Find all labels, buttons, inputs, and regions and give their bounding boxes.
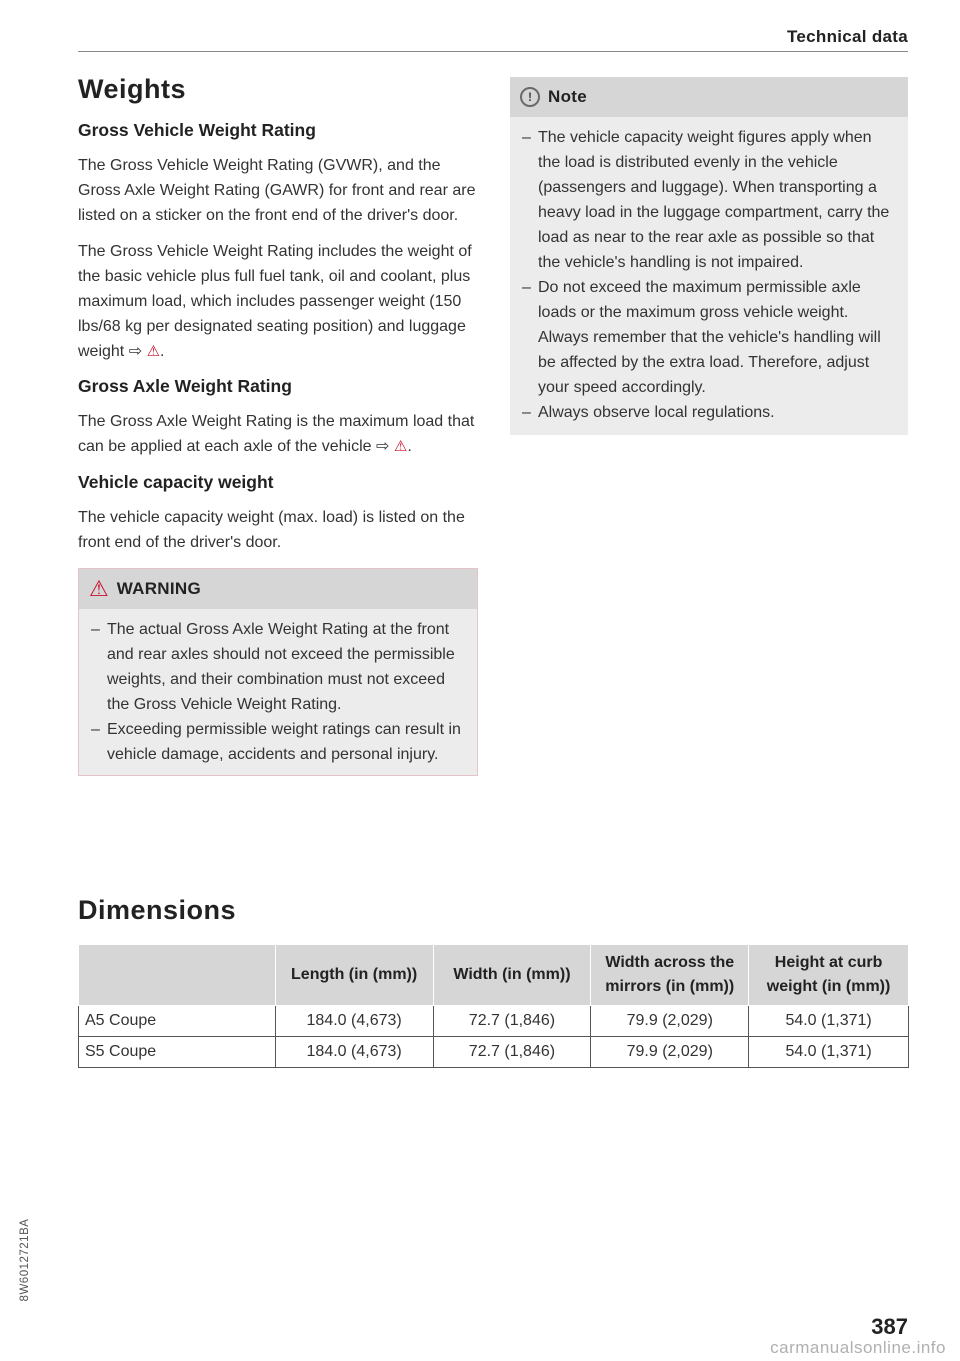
table-cell: 72.7 (1,846) <box>433 1037 591 1068</box>
vcw-paragraph: The vehicle capacity weight (max. load) is listed on the front end of the driver's door. <box>78 508 465 551</box>
column-header: Length (in (mm)) <box>275 945 433 1006</box>
note-item: – The vehicle capacity weight figures apply when the load is distributed evenly in the vehicle (passengers and luggage). When transporting a heavy load in the luggage compartment, carry the load as near to the rear axle as possible so that the vehicle's handling is not impaired. <box>522 125 892 275</box>
warning-box <box>78 568 478 776</box>
column-header: Width across the mirrors (in (mm)) <box>591 945 749 1006</box>
watermark: carmanualsonline.info <box>770 1338 946 1357</box>
gvwr-paragraph-1: The Gross Vehicle Weight Rating (GVWR), and the Gross Axle Weight Rating (GAWR) for front and rear are listed on a sticker on the front end of the driver's door. <box>78 157 476 224</box>
column-header: Width (in (mm)) <box>433 945 591 1006</box>
weights-title: Weights <box>78 74 187 104</box>
gawr-paragraph-text: The Gross Axle Weight Rating is the maximum load that can be applied at each axle of the vehicle <box>78 413 475 456</box>
table-cell: 54.0 (1,371) <box>749 1037 909 1068</box>
note-list <box>522 125 892 425</box>
warning-triangle-icon: ⚠ <box>89 575 109 601</box>
dimensions-title: Dimensions <box>78 895 237 925</box>
note-box-body <box>510 117 908 435</box>
gvwr-heading: Gross Vehicle Weight Rating <box>78 120 316 140</box>
note-box-header <box>510 77 908 117</box>
ref-period: . <box>160 342 165 360</box>
note-item: – Always observe local regulations. <box>522 400 892 425</box>
gawr-paragraph <box>78 410 478 460</box>
left-column <box>78 74 478 776</box>
table-cell: 79.9 (2,029) <box>591 1037 749 1068</box>
dimensions-table <box>78 944 909 1068</box>
table-cell: A5 Coupe <box>79 1006 276 1037</box>
warning-title: WARNING <box>116 578 201 598</box>
warning-item: – The actual Gross Axle Weight Rating at the front and rear axles should not exceed the permissible weights, and their combination must not exceed the Gross Vehicle Weight Rating. <box>91 617 461 717</box>
table-cell: 184.0 (4,673) <box>275 1006 433 1037</box>
note-title: Note <box>548 87 587 106</box>
section-header: Technical data <box>786 27 908 46</box>
note-box <box>510 77 908 435</box>
exclamation-circle-icon: ! <box>520 87 540 107</box>
header-rule <box>78 51 908 52</box>
warning-triangle-icon[interactable]: ⚠ <box>146 342 161 360</box>
table-cell: 54.0 (1,371) <box>749 1006 909 1037</box>
table-row <box>79 1037 909 1068</box>
gvwr-paragraph-2 <box>78 240 478 364</box>
table-header-row <box>79 945 909 1006</box>
warning-ref-arrow[interactable]: ⇨ <box>376 438 390 456</box>
vcw-heading: Vehicle capacity weight <box>78 471 274 492</box>
table-cell: S5 Coupe <box>79 1037 276 1068</box>
ref-period: . <box>407 438 412 456</box>
page-number: 387 <box>871 1314 908 1339</box>
gvwr-paragraph-2-text: The Gross Vehicle Weight Rating includes the weight of the basic vehicle plus full fuel tank, oil and coolant, plus maximum load, which includes passenger weight (150 lbs/68 kg per designated seating position) and luggage weight <box>78 243 472 360</box>
warning-item: – Exceeding permissible weight ratings can result in vehicle damage, accidents and personal injury. <box>91 717 461 767</box>
warning-triangle-icon[interactable]: ⚠ <box>393 438 408 456</box>
warning-box-header <box>79 569 477 609</box>
column-header <box>79 945 276 1006</box>
right-column <box>510 77 908 435</box>
table-cell: 184.0 (4,673) <box>275 1037 433 1068</box>
table-cell: 72.7 (1,846) <box>433 1006 591 1037</box>
warning-ref-arrow[interactable]: ⇨ <box>128 342 143 360</box>
note-item: – Do not exceed the maximum permissible axle loads or the maximum gross vehicle weight. Always remember that the vehicle's handling will be affected by the extra load. Therefore, adjust your speed accordingly. <box>522 275 892 400</box>
gawr-heading: Gross Axle Weight Rating <box>78 376 292 397</box>
column-header: Height at curb weight (in (mm)) <box>749 945 909 1006</box>
warning-list <box>91 617 461 767</box>
document-code-text: 8W6012721BA <box>19 1218 31 1302</box>
document-code <box>15 1200 35 1320</box>
warning-box-body <box>79 609 477 775</box>
table-row <box>79 1006 909 1037</box>
table-cell: 79.9 (2,029) <box>591 1006 749 1037</box>
